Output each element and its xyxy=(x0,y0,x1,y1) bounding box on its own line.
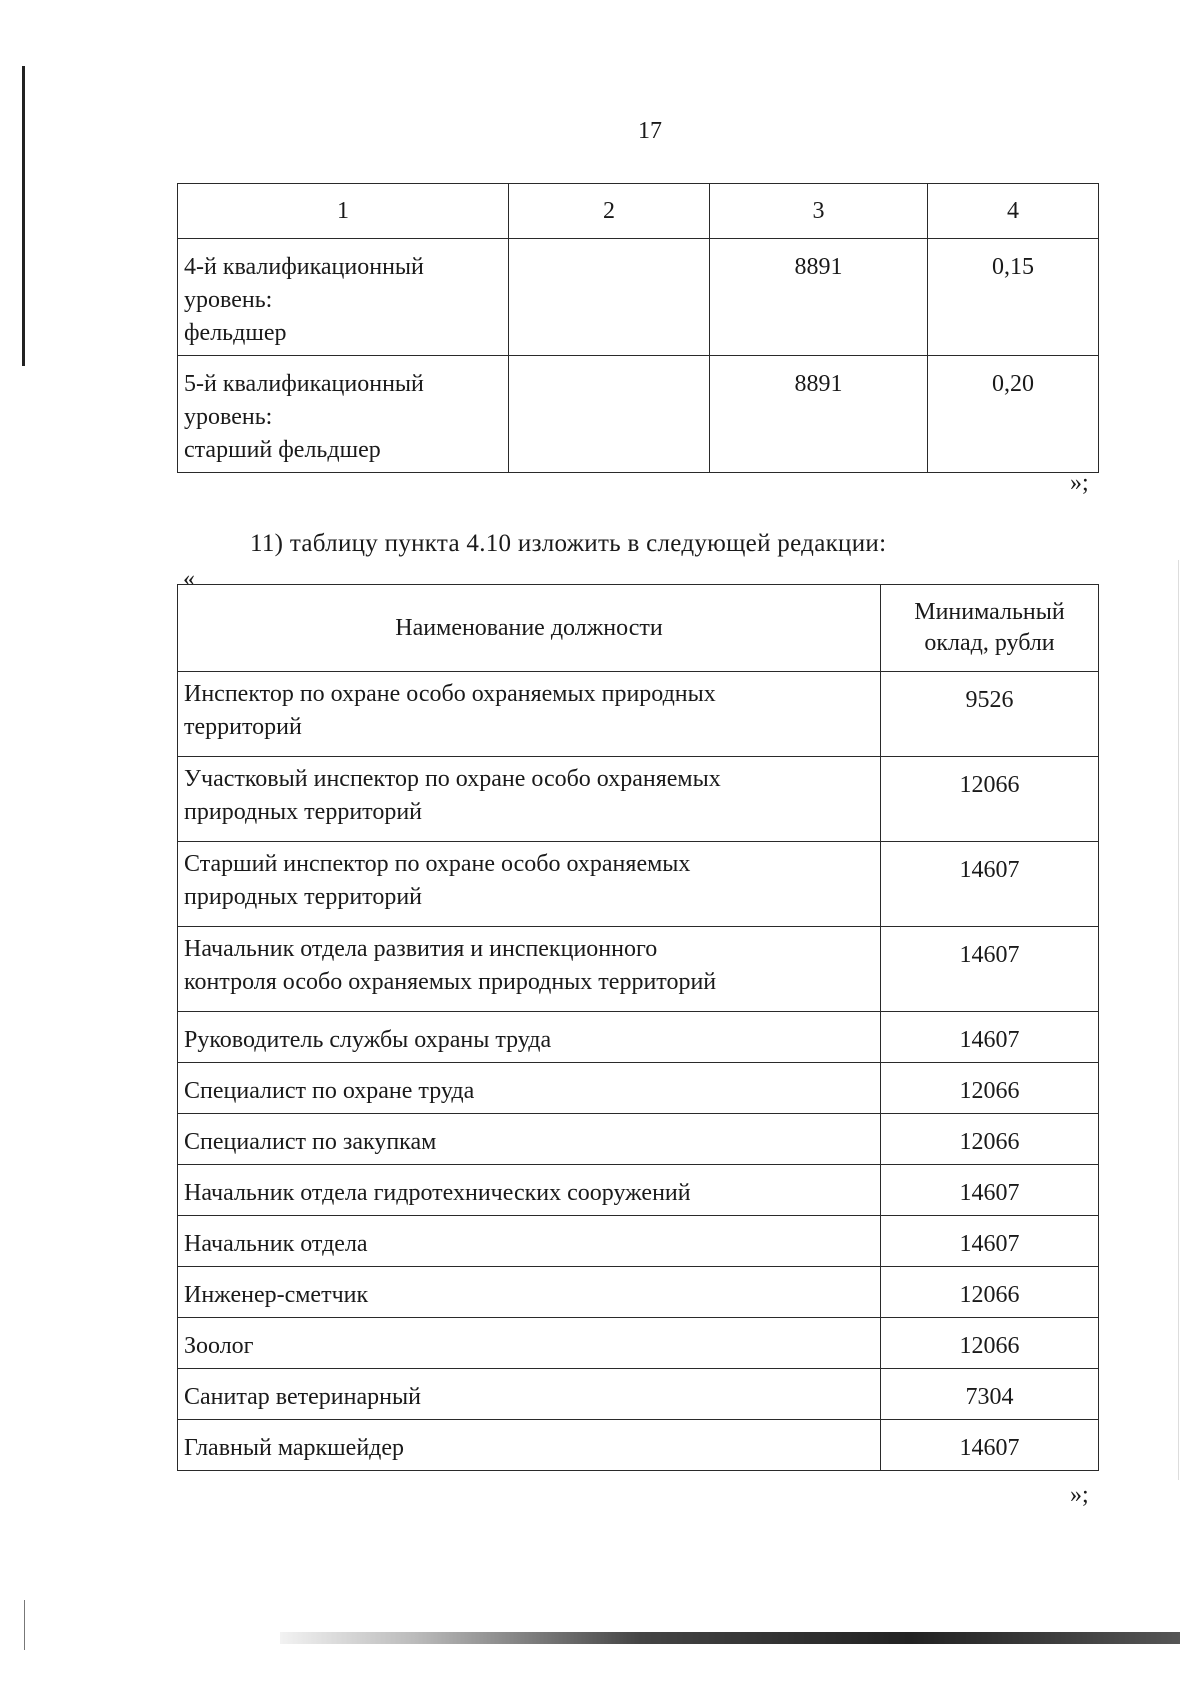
cell-line: Инспектор по охране особо охраняемых природных xyxy=(184,681,716,707)
cell-line: 5-й квалификационный xyxy=(184,371,424,397)
salary-cell: 14607 xyxy=(881,1420,1099,1471)
table-row xyxy=(178,1114,1099,1165)
table-row xyxy=(178,1267,1099,1318)
table-row xyxy=(178,927,1099,1012)
table-row xyxy=(178,1318,1099,1369)
position-name-cell: Начальник отдела гидротехнических сооружений xyxy=(178,1165,881,1216)
salary-cell: 8891 xyxy=(710,356,928,473)
table-row xyxy=(178,842,1099,927)
coefficient-cell: 0,20 xyxy=(928,356,1099,473)
table-row xyxy=(178,1063,1099,1114)
empty-cell xyxy=(509,356,710,473)
salary-cell: 12066 xyxy=(881,1267,1099,1318)
column-header: 4 xyxy=(928,184,1099,239)
salary-cell: 14607 xyxy=(881,1216,1099,1267)
table-row xyxy=(178,356,1099,473)
qualification-level-cell xyxy=(178,239,509,356)
salary-cell: 12066 xyxy=(881,1114,1099,1165)
salary-cell: 14607 xyxy=(881,927,1099,1012)
cell-line: 4-й квалификационный xyxy=(184,254,424,280)
empty-cell xyxy=(509,239,710,356)
closing-quote: »; xyxy=(1070,1482,1089,1508)
cell-line: уровень: xyxy=(184,287,273,313)
table-row xyxy=(178,239,1099,356)
cell-line: природных территорий xyxy=(184,884,423,910)
cell-line: Старший инспектор по охране особо охраняемых xyxy=(184,851,691,877)
position-name-cell: Начальник отдела xyxy=(178,1216,881,1267)
cell-line: старший фельдшер xyxy=(184,437,381,463)
column-header: 1 xyxy=(178,184,509,239)
opening-quote: « xyxy=(183,566,195,592)
cell-line: Участковый инспектор по охране особо охраняемых xyxy=(184,766,721,792)
minimum-salary-header xyxy=(881,585,1099,672)
table-header-row xyxy=(178,184,1099,239)
scan-edge-mark xyxy=(22,66,25,366)
position-name-cell xyxy=(178,842,881,927)
positions-salary-table xyxy=(177,584,1099,1471)
qualification-table xyxy=(177,183,1099,473)
page-number: 17 xyxy=(638,118,662,144)
qualification-level-cell xyxy=(178,356,509,473)
position-name-cell: Зоолог xyxy=(178,1318,881,1369)
header-line: Минимальный xyxy=(914,599,1065,625)
table-row xyxy=(178,1216,1099,1267)
scan-bottom-bar xyxy=(280,1632,1180,1644)
salary-cell: 14607 xyxy=(881,1012,1099,1063)
cell-line: природных территорий xyxy=(184,799,423,825)
table-header-row xyxy=(178,585,1099,672)
cell-line: контроля особо охраняемых природных территорий xyxy=(184,969,717,995)
amendment-paragraph: 11) таблицу пункта 4.10 изложить в следующей редакции: xyxy=(250,530,887,557)
position-name-cell: Руководитель службы охраны труда xyxy=(178,1012,881,1063)
cell-line: территорий xyxy=(184,714,302,740)
table-row xyxy=(178,1012,1099,1063)
position-name-header: Наименование должности xyxy=(178,585,881,672)
cell-line: уровень: xyxy=(184,404,273,430)
column-header: 3 xyxy=(710,184,928,239)
table-row xyxy=(178,672,1099,757)
scan-edge-mark xyxy=(1178,560,1179,1480)
table-row xyxy=(178,1165,1099,1216)
column-header: 2 xyxy=(509,184,710,239)
position-name-cell: Санитар ветеринарный xyxy=(178,1369,881,1420)
cell-line: Начальник отдела развития и инспекционного xyxy=(184,936,658,962)
salary-cell: 12066 xyxy=(881,1063,1099,1114)
coefficient-cell: 0,15 xyxy=(928,239,1099,356)
scan-edge-mark xyxy=(24,1600,25,1650)
table-row xyxy=(178,1420,1099,1471)
salary-cell: 8891 xyxy=(710,239,928,356)
position-name-cell xyxy=(178,927,881,1012)
position-name-cell xyxy=(178,672,881,757)
salary-cell: 14607 xyxy=(881,1165,1099,1216)
header-line: оклад, рубли xyxy=(924,630,1055,656)
salary-cell: 9526 xyxy=(881,672,1099,757)
position-name-cell: Инженер-сметчик xyxy=(178,1267,881,1318)
salary-cell: 12066 xyxy=(881,1318,1099,1369)
cell-line: фельдшер xyxy=(184,320,287,346)
salary-cell: 14607 xyxy=(881,842,1099,927)
table-row xyxy=(178,1369,1099,1420)
position-name-cell: Специалист по закупкам xyxy=(178,1114,881,1165)
position-name-cell: Главный маркшейдер xyxy=(178,1420,881,1471)
position-name-cell: Специалист по охране труда xyxy=(178,1063,881,1114)
closing-quote: »; xyxy=(1070,470,1089,496)
position-name-cell xyxy=(178,757,881,842)
table-row xyxy=(178,757,1099,842)
salary-cell: 12066 xyxy=(881,757,1099,842)
salary-cell: 7304 xyxy=(881,1369,1099,1420)
